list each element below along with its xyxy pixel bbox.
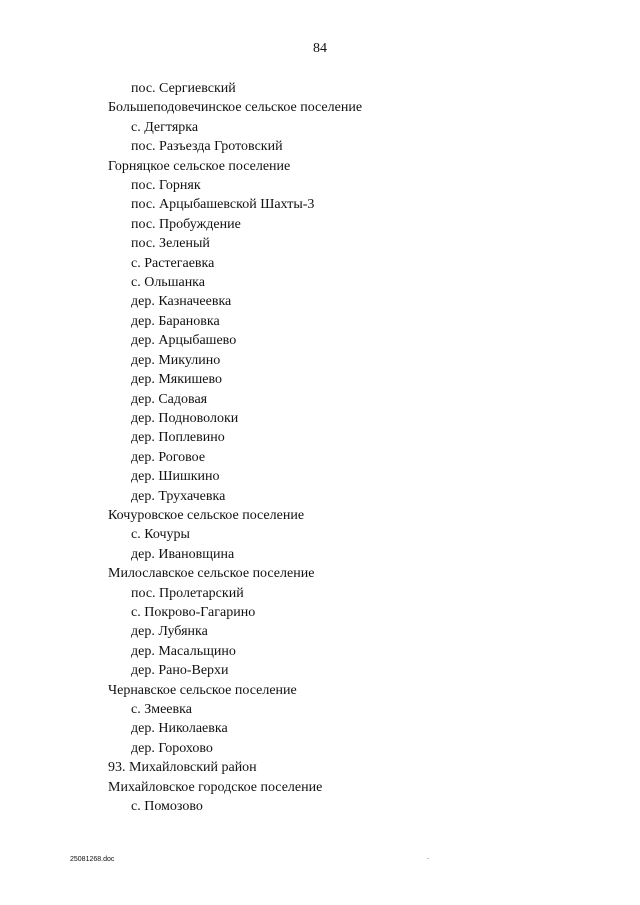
list-item-settlement: пос. Сергиевский xyxy=(131,81,236,96)
list-item-settlement: пос. Пробуждение xyxy=(131,216,241,232)
list-item-settlement: дер. Горохово xyxy=(131,740,213,756)
list-item-settlement: дер. Казначеевка xyxy=(131,294,232,310)
list-item-settlement: дер. Ивановщина xyxy=(131,546,235,562)
list-item-settlement: дер. Рано-Верхи xyxy=(131,663,229,679)
list-item-municipality: Большеподовечинское сельское поселение xyxy=(108,100,363,116)
list-item-settlement: дер. Николаевка xyxy=(131,721,228,737)
list-item-settlement: дер. Трухачевка xyxy=(131,488,226,504)
list-item-settlement: дер. Лубянка xyxy=(131,624,208,640)
footer-doc-code: 25081268.doc xyxy=(70,856,115,863)
list-item-municipality: Михайловское городское поселение xyxy=(108,779,323,795)
list-item-municipality: Милославское сельское поселение xyxy=(108,566,315,582)
list-item-settlement: дер. Поплевино xyxy=(131,430,225,446)
list-item-settlement: дер. Барановка xyxy=(131,313,220,329)
list-item-settlement: с. Покрово-Гагарино xyxy=(131,604,256,620)
list-item-settlement: с. Кочуры xyxy=(131,527,190,543)
list-item-settlement: пос. Зеленый xyxy=(131,236,210,252)
footer-mark: . xyxy=(427,854,429,861)
list-item-settlement: с. Дегтярка xyxy=(131,119,199,135)
settlement-list xyxy=(108,79,362,816)
page-number: 84 xyxy=(313,41,327,56)
list-item-municipality: Горняцкое сельское поселение xyxy=(108,158,291,174)
list-item-settlement: с. Растегаевка xyxy=(131,255,215,271)
list-item-settlement: дер. Роговое xyxy=(131,449,206,465)
list-item-settlement: дер. Мякишево xyxy=(131,372,223,388)
list-item-settlement: дер. Подноволоки xyxy=(131,410,239,426)
list-item-settlement: дер. Масальщино xyxy=(131,643,236,659)
list-item-settlement: пос. Разъезда Гротовский xyxy=(131,139,283,155)
list-item-settlement: с. Помозово xyxy=(131,799,203,815)
list-item-municipality: Чернавское сельское поселение xyxy=(108,682,297,698)
list-item-settlement: пос. Пролетарский xyxy=(131,585,244,601)
list-item-settlement: дер. Шишкино xyxy=(131,469,220,485)
list-item-settlement: пос. Горняк xyxy=(131,178,201,194)
list-item-district: 93. Михайловский район xyxy=(108,760,257,776)
list-item-settlement: пос. Арцыбашевской Шахты-3 xyxy=(131,197,315,213)
list-item-municipality: Кочуровское сельское поселение xyxy=(108,507,305,523)
list-item-settlement: с. Ольшанка xyxy=(131,275,205,291)
list-item-settlement: с. Змеевка xyxy=(131,702,192,717)
list-item-settlement: дер. Микулино xyxy=(131,352,221,368)
list-item-settlement: дер. Садовая xyxy=(131,391,208,407)
list-item-settlement: дер. Арцыбашево xyxy=(131,333,237,349)
